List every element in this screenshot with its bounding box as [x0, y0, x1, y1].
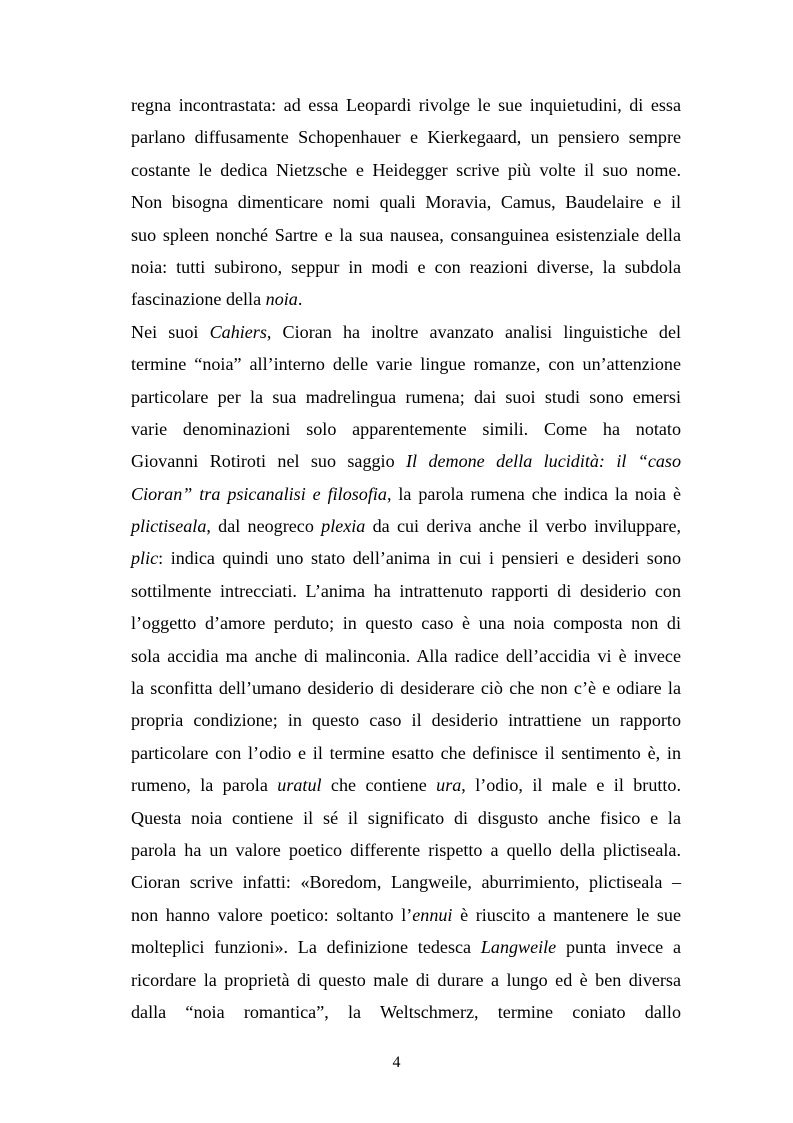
text-line	[131, 672, 681, 704]
text-line	[131, 996, 681, 1028]
text-line	[131, 348, 681, 380]
text-segment: : indica quindi uno stato dell’anima in cui i pensieri e desideri sono	[158, 548, 681, 569]
italic-text: Il demone della lucidità: il “caso	[406, 451, 681, 472]
text-segment: punta invece a	[556, 937, 681, 958]
text-line	[131, 251, 681, 283]
text-segment: da cui deriva anche il verbo inviluppare,	[365, 516, 681, 537]
text-line	[131, 769, 681, 801]
text-line	[131, 640, 681, 672]
page-number: 4	[392, 1054, 401, 1071]
text-line	[131, 89, 681, 121]
text-segment: molteplici funzioni». La definizione tedesca	[131, 937, 481, 958]
text-segment: Non bisogna dimenticare nomi quali Moravia, Camus, Baudelaire e il	[131, 192, 681, 213]
italic-text: ura	[436, 775, 462, 796]
text-line	[131, 413, 681, 445]
text-segment: ricordare la proprietà di questo male di durare a lungo ed è ben diversa	[131, 969, 681, 990]
text-segment: termine “noia” all’interno delle varie lingue romanze, con un’attenzione	[131, 354, 681, 375]
italic-text: plic	[131, 548, 159, 569]
text-line	[131, 834, 681, 866]
italic-text: Langweile	[480, 937, 557, 958]
text-line	[131, 121, 681, 153]
italic-text: ennui	[412, 904, 453, 925]
text-line	[131, 478, 681, 510]
text-line	[131, 575, 681, 607]
italic-text: Cahiers	[209, 321, 267, 342]
text-segment: suo spleen nonché Sartre e la sua nausea, consanguinea esistenziale della	[131, 224, 681, 245]
text-line	[131, 802, 681, 834]
text-segment: è riuscito a mantenere le sue	[452, 904, 681, 925]
text-segment: sola accidia ma anche di malinconia. Alla radice dell’accidia vi è invece	[131, 645, 681, 666]
text-line	[131, 283, 681, 315]
text-segment: , Cioran ha inoltre avanzato analisi linguistiche del	[266, 321, 681, 342]
text-line	[131, 704, 681, 736]
text-line	[131, 510, 681, 542]
text-line	[131, 186, 681, 218]
text-line	[131, 381, 681, 413]
italic-text: uratul	[277, 775, 322, 796]
text-line	[131, 154, 681, 186]
text-segment: regna incontrastata: ad essa Leopardi rivolge le sue inquietudini, di essa	[131, 95, 681, 115]
text-segment: particolare con l’odio e il termine esatto che definisce il sentimento è, in	[131, 742, 681, 763]
text-segment: Questa noia contiene il sé il significato di disgusto anche fisico e la	[131, 807, 681, 828]
text-segment: l’oggetto d’amore perduto; in questo caso è una noia composta non di	[131, 613, 681, 634]
italic-text: noia	[265, 289, 298, 310]
italic-text: Cioran” tra psicanalisi e filosofia	[131, 483, 387, 504]
text-segment: , dal neogreco	[206, 516, 322, 537]
text-segment: Giovanni Rotiroti nel suo saggio	[131, 451, 407, 472]
text-line	[131, 964, 681, 996]
text-segment: Nei suoi	[131, 321, 210, 342]
text-segment: .	[297, 289, 303, 310]
text-segment: varie denominazioni solo apparentemente simili. Come ha notato	[131, 418, 681, 439]
text-segment: , la parola rumena che indica la noia è	[386, 483, 681, 504]
text-segment: dalla “noia romantica”, la Weltschmerz, termine coniato dallo	[131, 1001, 681, 1022]
italic-text: plexia	[321, 516, 366, 537]
text-segment: Cioran scrive infatti: «Boredom, Langweile, aburrimiento, plictiseala –	[131, 872, 681, 893]
text-line	[131, 899, 681, 931]
text-segment: che contiene	[321, 775, 437, 796]
text-segment: costante le dedica Nietzsche e Heidegger scrive più volte il suo nome.	[131, 159, 681, 180]
text-segment: non hanno valore poetico: soltanto l’	[131, 904, 413, 925]
text-line	[131, 737, 681, 769]
text-line	[131, 931, 681, 963]
text-segment: fascinazione della	[131, 289, 266, 310]
text-segment: parlano diffusamente Schopenhauer e Kierkegaard, un pensiero sempre	[131, 127, 681, 148]
text-line	[131, 866, 681, 898]
text-line	[131, 219, 681, 251]
text-line	[131, 607, 681, 639]
text-segment: sottilmente intrecciati. L’anima ha intrattenuto rapporti di desiderio con	[131, 580, 681, 601]
text-line	[131, 542, 681, 574]
text-segment: , l’odio, il male e il brutto.	[461, 775, 682, 796]
italic-text: plictiseala	[131, 516, 207, 537]
text-line	[131, 445, 681, 477]
text-segment: noia: tutti subirono, seppur in modi e con reazioni diverse, la subdola	[131, 256, 681, 277]
text-segment: la sconfitta dell’umano desiderio di desiderare ciò che non c’è e odiare la	[131, 678, 681, 699]
body-text	[131, 89, 681, 1028]
text-segment: particolare per la sua madrelingua rumena; dai suoi studi sono emersi	[131, 386, 681, 407]
text-segment: propria condizione; in questo caso il desiderio intrattiene un rapporto	[131, 710, 681, 731]
text-segment: rumeno, la parola	[131, 775, 278, 796]
text-segment: parola ha un valore poetico differente rispetto a quello della plictiseala.	[131, 839, 681, 860]
text-line	[131, 316, 681, 348]
